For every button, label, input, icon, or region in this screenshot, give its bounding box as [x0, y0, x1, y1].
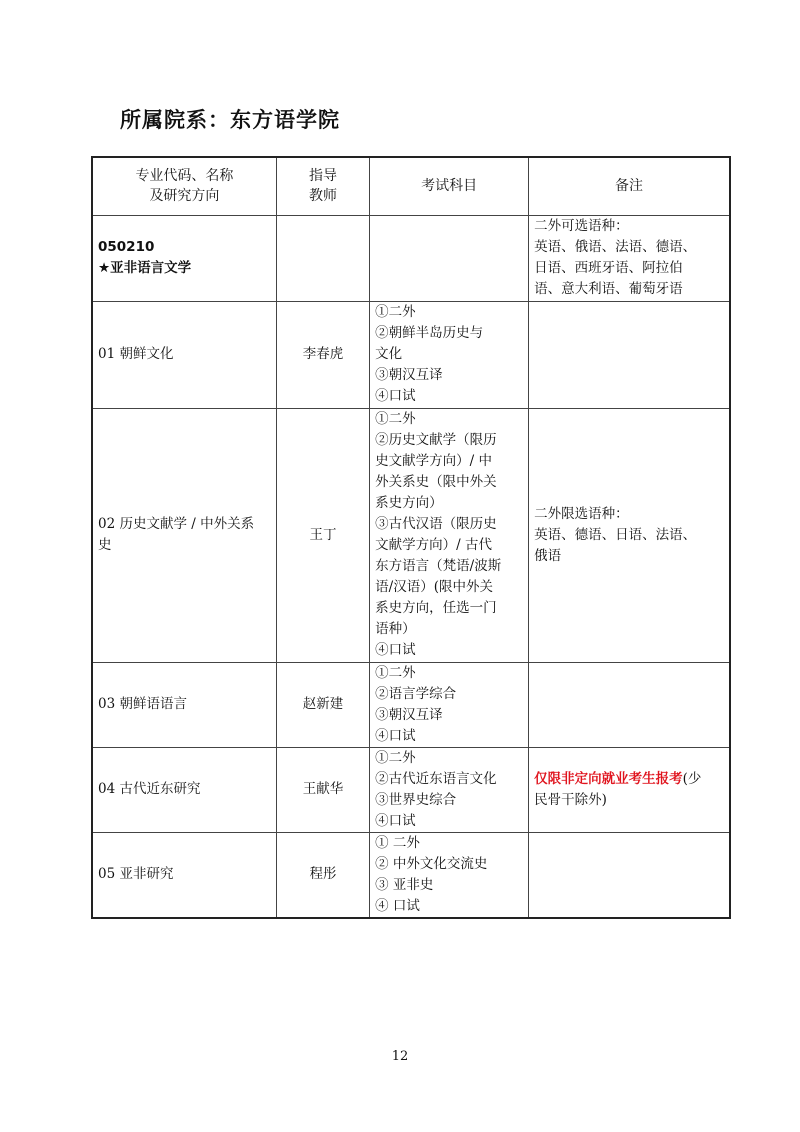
table-row: [92, 832, 730, 918]
note-cell: 仅限非定向就业考生报考(少 民骨干除外): [529, 747, 730, 832]
program-table: [91, 156, 731, 919]
exam-cell: ①二外 ②古代近东语言文化 ③世界史综合 ④口试: [370, 747, 529, 832]
direction-cell: 01 朝鲜文化: [92, 301, 276, 408]
advisor-cell: 程彤: [276, 832, 369, 918]
exam-cell: ① 二外 ② 中外文化交流史 ③ 亚非史 ④ 口试: [370, 832, 529, 918]
advisor-cell: 王献华: [276, 747, 369, 832]
direction-cell: 02 历史文献学 / 中外关系 史: [92, 408, 276, 662]
exam-cell: ①二外 ②历史文献学（限历 史文献学方向）/ 中 外关系史（限中外关 系史方向） ③古代汉语（限历史 文献学方向）/ 古代 东方语言（梵语/波斯 语/汉语）(限中外关 系史方向，任选一门 语种） ④口试: [370, 408, 529, 662]
exam-cell: ①二外 ②语言学综合 ③朝汉互译 ④口试: [370, 662, 529, 747]
note-cell: [529, 662, 730, 747]
table-row: [92, 662, 730, 747]
program-row: [92, 215, 730, 301]
direction-cell: 05 亚非研究: [92, 832, 276, 918]
program-exam-cell: [370, 215, 529, 301]
direction-cell: 04 古代近东研究: [92, 747, 276, 832]
program-note-cell: 二外可选语种： 英语、俄语、法语、德语、 日语、西班牙语、阿拉伯 语、意大利语、葡萄牙语: [529, 215, 730, 301]
exam-cell: ①二外 ②朝鲜半岛历史与 文化 ③朝汉互译 ④口试: [370, 301, 529, 408]
table-row: [92, 747, 730, 832]
restriction-note: 仅限非定向就业考生报考: [534, 770, 683, 787]
direction-cell: 03 朝鲜语语言: [92, 662, 276, 747]
note-cell: [529, 832, 730, 918]
note-cell: 二外限选语种： 英语、德语、日语、法语、 俄语: [529, 408, 730, 662]
advisor-cell: 赵新建: [276, 662, 369, 747]
program-advisor-cell: [276, 215, 369, 301]
table-row: [92, 408, 730, 662]
program-code: 050210: [98, 239, 155, 255]
program-name: ★亚非语言文学: [98, 260, 192, 276]
advisor-cell: 李春虎: [276, 301, 369, 408]
header-note: 备注: [529, 157, 730, 215]
table-header-row: [92, 157, 730, 215]
header-exam: 考试科目: [370, 157, 529, 215]
note-cell: [529, 301, 730, 408]
header-advisor: 指导 教师: [276, 157, 369, 215]
header-major: 专业代码、名称 及研究方向: [92, 157, 276, 215]
department-title: 所属院系：东方语学院: [120, 108, 340, 132]
program-cell: [92, 215, 276, 301]
page-number: 12: [391, 1049, 409, 1064]
advisor-cell: 王丁: [276, 408, 369, 662]
table-row: [92, 301, 730, 408]
